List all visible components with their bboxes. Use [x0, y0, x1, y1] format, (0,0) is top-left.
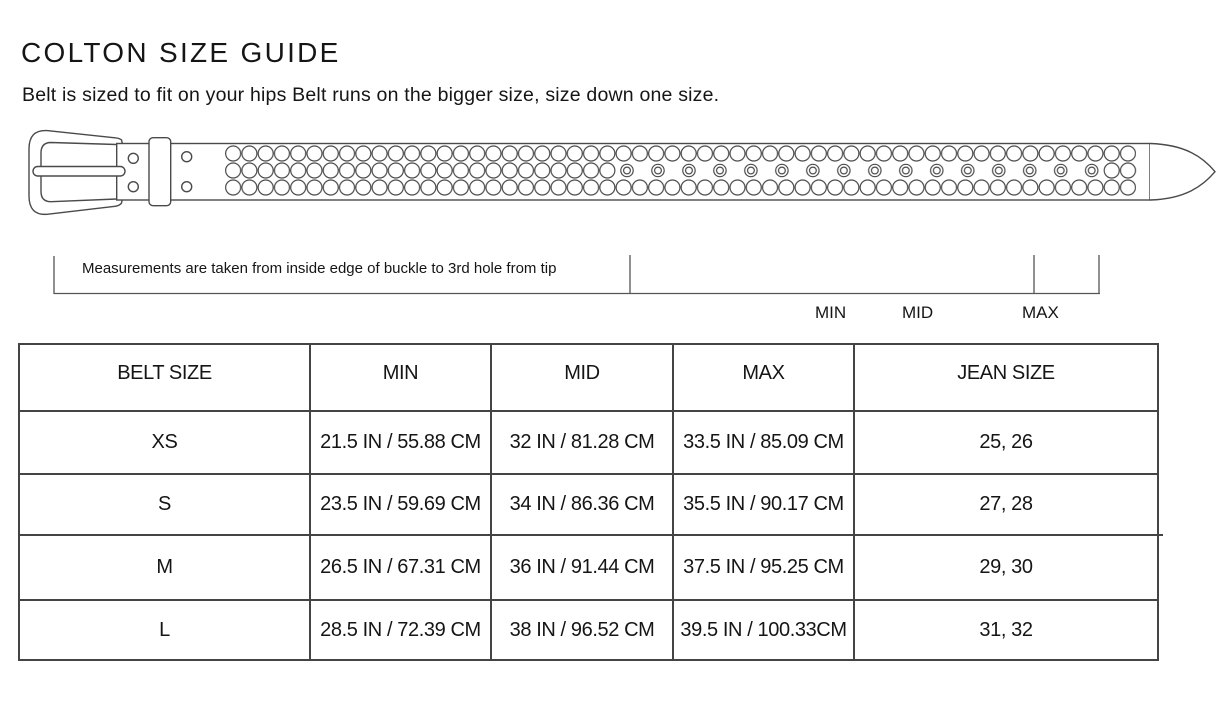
table-divider-overhang: [1157, 534, 1163, 536]
rivet-hole: [182, 182, 192, 192]
cell-jean-size: 29, 30: [855, 536, 1159, 601]
cell-min: 23.5 IN / 59.69 CM: [311, 475, 492, 536]
belt-studs: [225, 145, 1136, 196]
marker-max-label: MAX: [1022, 303, 1059, 322]
cell-belt-size: L: [20, 601, 311, 661]
cell-max: 33.5 IN / 85.09 CM: [674, 412, 855, 475]
cell-max: 37.5 IN / 95.25 CM: [674, 536, 855, 601]
header-belt-size: BELT SIZE: [20, 345, 311, 412]
cell-mid: 38 IN / 96.52 CM: [492, 601, 674, 661]
cell-jean-size: 31, 32: [855, 601, 1159, 661]
marker-min-label: MIN: [815, 303, 847, 322]
cell-min: 21.5 IN / 55.88 CM: [311, 412, 492, 475]
buckle-frame-outer: [29, 131, 122, 215]
fit-instructions: Belt is sized to fit on your hips Belt runs on the bigger size, size down one size.: [22, 84, 720, 106]
strap-body: [117, 144, 1150, 201]
buckle-prong: [33, 167, 125, 177]
buckle-frame-inner: [41, 143, 117, 202]
size-table: [18, 343, 1159, 661]
belt-keeper: [149, 138, 171, 206]
header-max: MAX: [674, 345, 855, 412]
cell-max: 35.5 IN / 90.17 CM: [674, 475, 855, 536]
rivet-hole: [128, 153, 138, 163]
page-title: COLTON SIZE GUIDE: [21, 37, 341, 68]
buckle-details: [33, 138, 192, 206]
stud-row-middle-left: [225, 162, 616, 179]
stud-row-top: [225, 145, 1136, 162]
rivet-hole: [182, 152, 192, 162]
cell-belt-size: XS: [20, 412, 311, 475]
cell-jean-size: 25, 26: [855, 412, 1159, 475]
cell-belt-size: S: [20, 475, 311, 536]
header-min: MIN: [311, 345, 492, 412]
header-mid: MID: [492, 345, 674, 412]
cell-min: 28.5 IN / 72.39 CM: [311, 601, 492, 661]
cell-mid: 36 IN / 91.44 CM: [492, 536, 674, 601]
header-jean-size: JEAN SIZE: [855, 345, 1159, 412]
stud-row-middle-right: [1104, 162, 1137, 179]
belt-buckle: [29, 131, 122, 215]
cell-min: 26.5 IN / 67.31 CM: [311, 536, 492, 601]
stud-row-bottom: [225, 179, 1136, 196]
grommet-holes-row: [612, 162, 1108, 179]
rivet-hole: [128, 182, 138, 192]
cell-max: 39.5 IN / 100.33CM: [674, 601, 855, 661]
cell-mid: 34 IN / 86.36 CM: [492, 475, 674, 536]
belt-tip: [1150, 144, 1215, 201]
belt-strap: [117, 144, 1215, 201]
measurement-note: Measurements are taken from inside edge of buckle to 3rd hole from tip: [82, 260, 557, 277]
cell-belt-size: M: [20, 536, 311, 601]
cell-jean-size: 27, 28: [855, 475, 1159, 536]
marker-mid-label: MID: [902, 303, 934, 322]
cell-mid: 32 IN / 81.28 CM: [492, 412, 674, 475]
